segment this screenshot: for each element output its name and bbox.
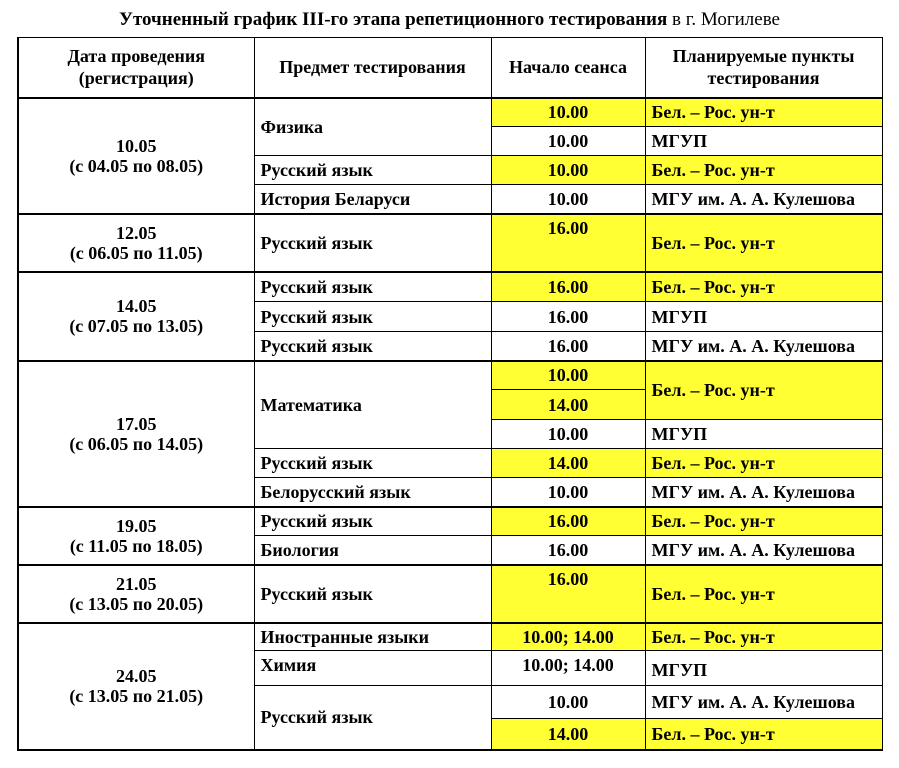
subject-cell: Биология: [254, 536, 491, 565]
table-row: [18, 361, 882, 390]
place-cell: МГУ им. А. А. Кулешова: [645, 332, 882, 361]
time-cell: 10.00; 14.00: [491, 623, 645, 651]
subject-cell: Русский язык: [254, 214, 491, 272]
subject-cell: Русский язык: [254, 156, 491, 185]
subject-cell: Русский язык: [254, 272, 491, 302]
place-cell: МГУ им. А. А. Кулешова: [645, 185, 882, 214]
table-row: [18, 98, 882, 127]
place-cell: Бел. – Рос. ун-т: [645, 449, 882, 478]
subject-cell: Русский язык: [254, 507, 491, 536]
place-cell: МГУ им. А. А. Кулешова: [645, 478, 882, 507]
subject-cell: Белорусский язык: [254, 478, 491, 507]
place-cell: Бел. – Рос. ун-т: [645, 565, 882, 623]
time-cell: 10.00: [491, 98, 645, 127]
time-cell: 14.00: [491, 449, 645, 478]
subject-cell: Русский язык: [254, 565, 491, 623]
time-cell: 10.00: [491, 185, 645, 214]
date-cell: 17.05 (с 06.05 по 14.05): [18, 361, 254, 507]
time-cell: 16.00: [491, 536, 645, 565]
date-cell: 21.05 (с 13.05 по 20.05): [18, 565, 254, 623]
subject-cell: Русский язык: [254, 449, 491, 478]
place-cell: Бел. – Рос. ун-т: [645, 623, 882, 651]
place-cell: МГУ им. А. А. Кулешова: [645, 686, 882, 719]
place-cell: Бел. – Рос. ун-т: [645, 156, 882, 185]
time-cell: 14.00: [491, 719, 645, 750]
time-cell: 14.00: [491, 390, 645, 420]
time-cell: 10.00: [491, 478, 645, 507]
header-start: Начало сеанса: [491, 38, 645, 98]
header-date: Дата проведения (регистрация): [18, 38, 254, 98]
place-cell: Бел. – Рос. ун-т: [645, 507, 882, 536]
time-cell: 16.00: [491, 332, 645, 361]
subject-cell: Русский язык: [254, 302, 491, 332]
subject-cell: История Беларуси: [254, 185, 491, 214]
schedule-table: [17, 37, 883, 751]
table-row: [18, 623, 882, 651]
title-city: в г. Могилеве: [667, 9, 780, 30]
subject-cell: Математика: [254, 361, 491, 449]
time-cell: 16.00: [491, 214, 645, 272]
time-cell: 10.00; 14.00: [491, 651, 645, 686]
place-cell: МГУП: [645, 420, 882, 449]
date-cell: 12.05 (с 06.05 по 11.05): [18, 214, 254, 272]
time-cell: 16.00: [491, 302, 645, 332]
date-cell: 19.05 (с 11.05 по 18.05): [18, 507, 254, 565]
time-cell: 10.00: [491, 156, 645, 185]
place-cell: Бел. – Рос. ун-т: [645, 214, 882, 272]
time-cell: 10.00: [491, 686, 645, 719]
time-cell: 16.00: [491, 565, 645, 623]
header-places: Планируемые пункты тестирования: [645, 38, 882, 98]
table-row: [18, 507, 882, 536]
header-subject: Предмет тестирования: [254, 38, 491, 98]
place-cell: МГУП: [645, 127, 882, 156]
subject-cell: Химия: [254, 651, 491, 686]
subject-cell: Русский язык: [254, 686, 491, 750]
place-cell: Бел. – Рос. ун-т: [645, 272, 882, 302]
subject-cell: Русский язык: [254, 332, 491, 361]
place-cell: МГУ им. А. А. Кулешова: [645, 536, 882, 565]
subject-cell: Физика: [254, 98, 491, 156]
place-cell: МГУП: [645, 651, 882, 686]
date-cell: 24.05 (с 13.05 по 21.05): [18, 623, 254, 750]
time-cell: 16.00: [491, 272, 645, 302]
place-cell: МГУП: [645, 302, 882, 332]
table-row: [18, 214, 882, 272]
time-cell: 16.00: [491, 507, 645, 536]
document-title: [0, 8, 899, 32]
place-cell: Бел. – Рос. ун-т: [645, 98, 882, 127]
title-bold: Уточненный график III-го этапа репетиционного тестирования: [119, 9, 668, 30]
table-row: [18, 565, 882, 623]
place-cell: Бел. – Рос. ун-т: [645, 361, 882, 420]
table-row: [18, 272, 882, 302]
place-cell: Бел. – Рос. ун-т: [645, 719, 882, 750]
subject-cell: Иностранные языки: [254, 623, 491, 651]
time-cell: 10.00: [491, 361, 645, 390]
time-cell: 10.00: [491, 420, 645, 449]
date-cell: 10.05 (с 04.05 по 08.05): [18, 98, 254, 214]
date-cell: 14.05 (с 07.05 по 13.05): [18, 272, 254, 361]
time-cell: 10.00: [491, 127, 645, 156]
